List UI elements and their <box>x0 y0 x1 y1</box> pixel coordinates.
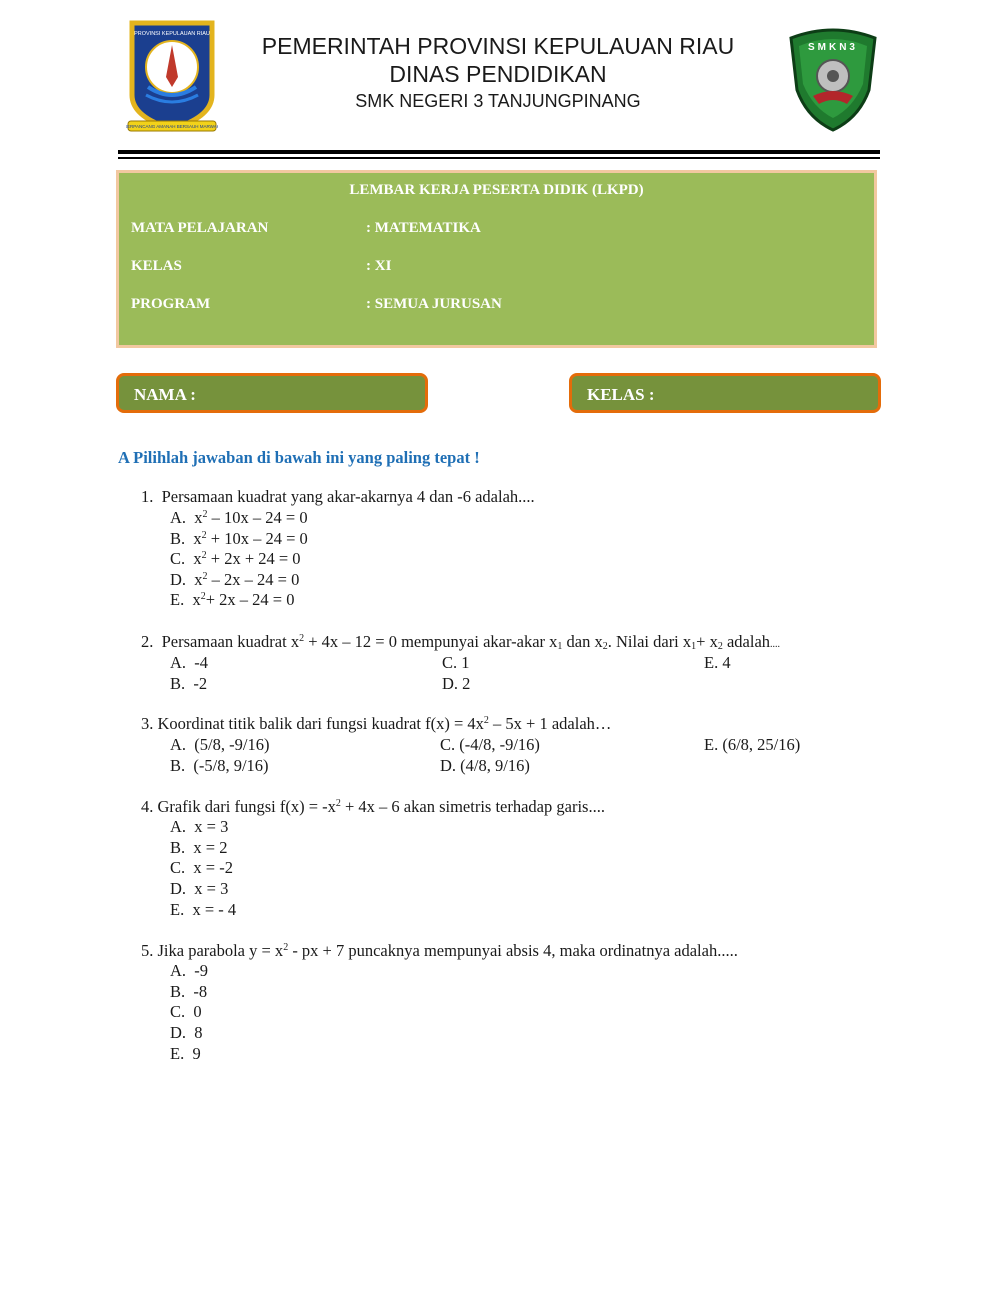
svg-text:PROVINSI KEPULAUAN RIAU: PROVINSI KEPULAUAN RIAU <box>134 31 210 37</box>
question-3: 3. Koordinat titik balik dari fungsi kuadrat $f(x) = 4x^2 - 5x + 1$ adalah… <box>141 714 612 733</box>
question-5: 5. Jika parabola $y = x^2$ - px + 7 puncaknya mempunyai absis 4, maka ordinatnya adalah..... <box>141 941 738 960</box>
q1-option-a[interactable]: A. $x^2 - 10x - 24 = 0$ <box>170 508 308 527</box>
question-2: 2. Persamaan kuadrat $x^2 + 4x - 12 = 0$ mempunyai akar-akar $x_1$ dan $x_2$. Nilai dari $x_1+ x_2$ adalah.... <box>141 632 781 652</box>
q4-option-a[interactable]: A. x = 3 <box>170 817 229 836</box>
name-label: NAMA : <box>134 385 196 404</box>
q2-option-c[interactable]: C. 1 <box>442 653 470 672</box>
svg-text:SMKN3: SMKN3 <box>807 42 859 53</box>
header-department: DINAS PENDIDIKAN <box>389 61 607 87</box>
lkpd-value-subject: : MATEMATIKA <box>366 220 481 236</box>
lkpd-label-class: KELAS <box>131 258 182 274</box>
q2-option-d[interactable]: D. 2 <box>442 674 471 693</box>
q1-option-d[interactable]: D. $x^2 - 2x - 24 = 0$ <box>170 570 300 589</box>
lkpd-title: LEMBAR KERJA PESERTA DIDIK (LKPD) <box>349 182 644 198</box>
lkpd-value-program: : SEMUA JURUSAN <box>366 296 502 312</box>
q1-option-c[interactable]: C. $x^2 + 2x + 24 = 0$ <box>170 549 301 568</box>
lkpd-label-program: PROGRAM <box>131 296 211 312</box>
q3-option-e[interactable]: E. (6/8, 25/16) <box>704 735 801 754</box>
q5-option-c[interactable]: C. 0 <box>170 1002 202 1021</box>
lkpd-label-subject: MATA PELAJARAN <box>131 220 269 236</box>
lkpd-info-box <box>116 170 877 348</box>
q5-option-e[interactable]: E. 9 <box>170 1044 201 1063</box>
svg-text:BERPANCANG AMANAH BERSAUH MARW: BERPANCANG AMANAH BERSAUH MARWAH <box>126 124 218 129</box>
header-school: SMK NEGERI 3 TANJUNGPINANG <box>355 91 641 111</box>
q4-option-b[interactable]: B. x = 2 <box>170 838 228 857</box>
q4-option-d[interactable]: D. x = 3 <box>170 879 229 898</box>
q5-option-d[interactable]: D. 8 <box>170 1023 203 1042</box>
header-divider-thin <box>118 157 880 159</box>
name-field[interactable] <box>116 373 428 413</box>
q2-option-e[interactable]: E. 4 <box>704 653 731 672</box>
q3-option-b[interactable]: B. (-5/8, 9/16) <box>170 756 269 775</box>
q2-option-b[interactable]: B. -2 <box>170 674 208 693</box>
q3-option-d[interactable]: D. (4/8, 9/16) <box>440 756 530 775</box>
q4-option-c[interactable]: C. x = -2 <box>170 858 233 877</box>
q1-option-b[interactable]: B. $x^2 + 10x - 24 = 0$ <box>170 529 308 548</box>
question-text: Persamaan kuadrat yang akar-akarnya 4 dan -6 adalah.... <box>161 487 535 506</box>
q5-option-b[interactable]: B. -8 <box>170 982 208 1001</box>
class-label: KELAS : <box>587 385 655 404</box>
school-logo <box>783 26 883 134</box>
question-number: 1. <box>141 487 154 506</box>
header-government: PEMERINTAH PROVINSI KEPULAUAN RIAU <box>261 33 735 59</box>
q2-option-a[interactable]: A. -4 <box>170 653 209 672</box>
lkpd-value-class: : XI <box>366 258 392 274</box>
section-instruction: A Pilihlah jawaban di bawah ini yang paling tepat ! <box>118 448 480 467</box>
question-4: 4. Grafik dari fungsi $f(x) = -x^2 + 4x - 6$ akan simetris terhadap garis.... <box>141 797 605 816</box>
header-divider-thick <box>118 150 880 154</box>
class-field[interactable] <box>569 373 881 413</box>
q5-option-a[interactable]: A. -9 <box>170 961 209 980</box>
q3-option-a[interactable]: A. (5/8, -9/16) <box>170 735 270 754</box>
province-logo <box>126 17 218 137</box>
question-1 <box>141 487 535 507</box>
q4-option-e[interactable]: E. x = - 4 <box>170 900 237 919</box>
q3-option-c[interactable]: C. (-4/8, -9/16) <box>440 735 540 754</box>
q1-option-e[interactable]: E. $x^2+ 2x - 24 = 0$ <box>170 590 295 609</box>
